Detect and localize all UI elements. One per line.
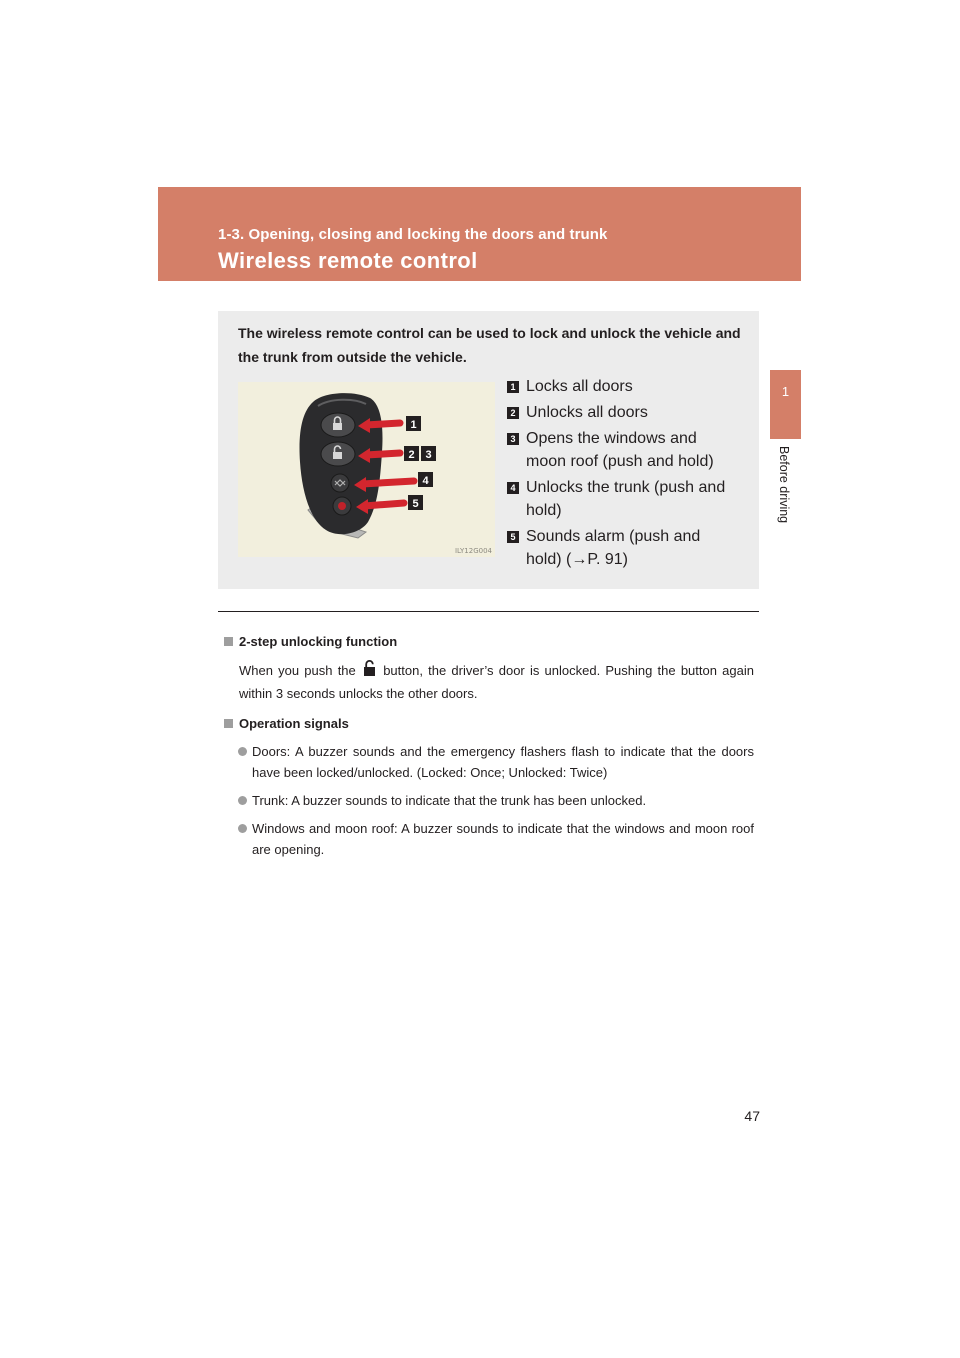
unlock-icon <box>363 660 376 683</box>
unlock-icon-svg <box>363 660 376 677</box>
legend-number: 1 <box>507 381 519 393</box>
callout-4-label: 4 <box>422 475 429 487</box>
panic-glyph <box>338 502 346 510</box>
callout-3-label: 3 <box>425 449 432 461</box>
note-body <box>224 660 754 704</box>
square-bullet-icon <box>224 637 233 646</box>
section-header <box>158 187 801 281</box>
legend-text: Unlocks all doors <box>526 404 648 421</box>
bullet-text: Windows and moon roof: A buzzer sounds to indicate that the windows and moon roof are opening. <box>252 821 754 858</box>
round-bullet-icon <box>238 824 247 833</box>
remote-fob-svg <box>238 382 495 557</box>
note-heading-text: 2-step unlocking function <box>239 634 398 649</box>
arrow-23 <box>366 453 400 455</box>
chapter-number: 1 <box>781 384 790 399</box>
callout-5-label: 5 <box>412 498 419 510</box>
intro-text: The wireless remote control can be used to lock and unlock the vehicle and the trunk from outside the vehicle. <box>238 325 741 365</box>
callout-1-label: 1 <box>410 419 417 431</box>
arrow-5 <box>364 503 404 506</box>
legend-item <box>505 401 737 424</box>
summary-panel <box>218 311 759 589</box>
list-item <box>224 790 754 811</box>
legend-text: Sounds alarm (push and hold) (→P. 91) <box>526 528 701 568</box>
note-heading-text: Operation signals <box>239 716 349 732</box>
square-bullet-icon <box>224 719 233 728</box>
legend-number: 2 <box>507 407 519 419</box>
note-heading <box>224 713 754 734</box>
legend-number: 4 <box>507 482 519 494</box>
divider <box>218 611 759 612</box>
legend-number: 5 <box>507 531 519 543</box>
lock-glyph-body <box>333 423 342 430</box>
note-heading <box>224 631 754 652</box>
button-legend <box>505 375 737 574</box>
legend-item <box>505 476 737 522</box>
bullet-text: Doors: A buzzer sounds and the emergency flashers flash to indicate that the doors have been locked/unlocked. (Locked: Once; Unlocked: Twice) <box>252 744 754 781</box>
arrow-4 <box>362 481 414 484</box>
legend-item <box>505 427 737 473</box>
remote-fob-illustration <box>238 382 495 557</box>
legend-number: 3 <box>507 433 519 445</box>
figure-code: ILY12G004 <box>454 547 492 555</box>
round-bullet-icon <box>238 747 247 756</box>
legend-text: Opens the windows and moon roof (push and hold) <box>526 430 714 470</box>
section-label: 1-3. Opening, closing and locking the doors and trunk <box>218 226 608 243</box>
chapter-label: Before driving <box>777 446 791 524</box>
legend-item <box>505 525 737 571</box>
legend-text: Locks all doors <box>526 378 633 395</box>
legend-item <box>505 375 737 398</box>
page-number: 47 <box>744 1108 760 1124</box>
bullet-text: Trunk: A buzzer sounds to indicate that the trunk has been unlocked. <box>252 793 647 809</box>
unlock-glyph-body <box>333 452 342 459</box>
list-item <box>224 741 754 783</box>
legend-text: Unlocks the trunk (push and hold) <box>526 479 726 519</box>
note-body-start: When you push the <box>239 663 356 678</box>
note-body-end: button, the driver’s door is unlocked. Pushing the button again within 3 seconds unlocks the other doors. <box>239 663 754 702</box>
chapter-tab <box>770 370 801 439</box>
arrow-1 <box>366 423 400 425</box>
notes-section <box>224 631 754 860</box>
callout-2-label: 2 <box>408 449 415 461</box>
list-item <box>224 818 754 860</box>
trunk-button <box>331 474 349 492</box>
round-bullet-icon <box>238 796 247 805</box>
page-title: Wireless remote control <box>218 248 478 273</box>
